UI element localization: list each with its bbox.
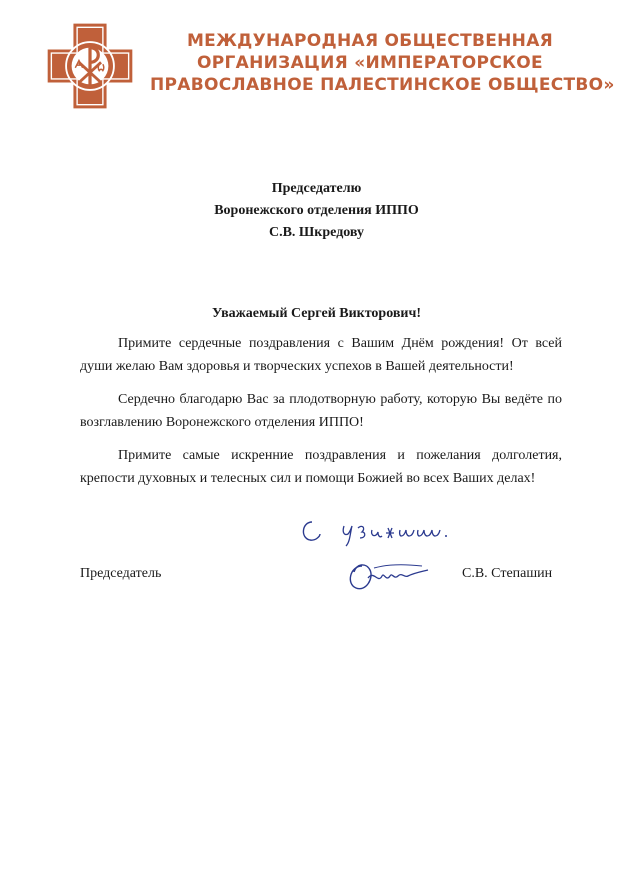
addressee-position: Председателю bbox=[271, 181, 362, 196]
signatory-name: С.В. Степашин bbox=[462, 566, 553, 581]
org-name-line-3: ПРАВОСЛАВНОЕ ПАЛЕСТИНСКОЕ ОБЩЕСТВО» bbox=[150, 75, 615, 95]
letter-body bbox=[80, 332, 562, 500]
org-name-line-2: ОРГАНИЗАЦИЯ «ИМПЕРАТОРСКОЕ bbox=[197, 53, 543, 73]
handwritten-greeting-icon bbox=[296, 508, 456, 548]
paragraph-birthday-wishes: Примите сердечные поздравления с Вашим Днём рождения! От всей души желаю Вам здоровья и творческих успехов в Вашей деятельности! bbox=[80, 336, 562, 374]
org-name-line-1: МЕЖДУНАРОДНАЯ ОБЩЕСТВЕННАЯ bbox=[186, 31, 554, 51]
paragraph-closing-wishes: Примите самые искренние поздравления и пожелания долголетия, крепости духовных и телесных сил и помощи Божией во всех Ваших делах! bbox=[80, 448, 562, 486]
handwritten-signature-icon bbox=[344, 556, 434, 592]
salutation: Уважаемый Сергей Викторович! bbox=[211, 306, 422, 321]
organization-name bbox=[150, 30, 615, 96]
chi-rho-cross-emblem-icon bbox=[44, 20, 136, 112]
addressee-department: Воронежского отделения ИППО bbox=[214, 203, 419, 218]
paragraph-gratitude: Сердечно благодарю Вас за плодотворную работу, которую Вы ведёте по возглавлению Воронежского отделения ИППО! bbox=[80, 392, 562, 430]
addressee-name: С.В. Шкредову bbox=[268, 225, 365, 240]
addressee-block bbox=[0, 178, 633, 244]
signatory-title: Председатель bbox=[80, 566, 162, 581]
